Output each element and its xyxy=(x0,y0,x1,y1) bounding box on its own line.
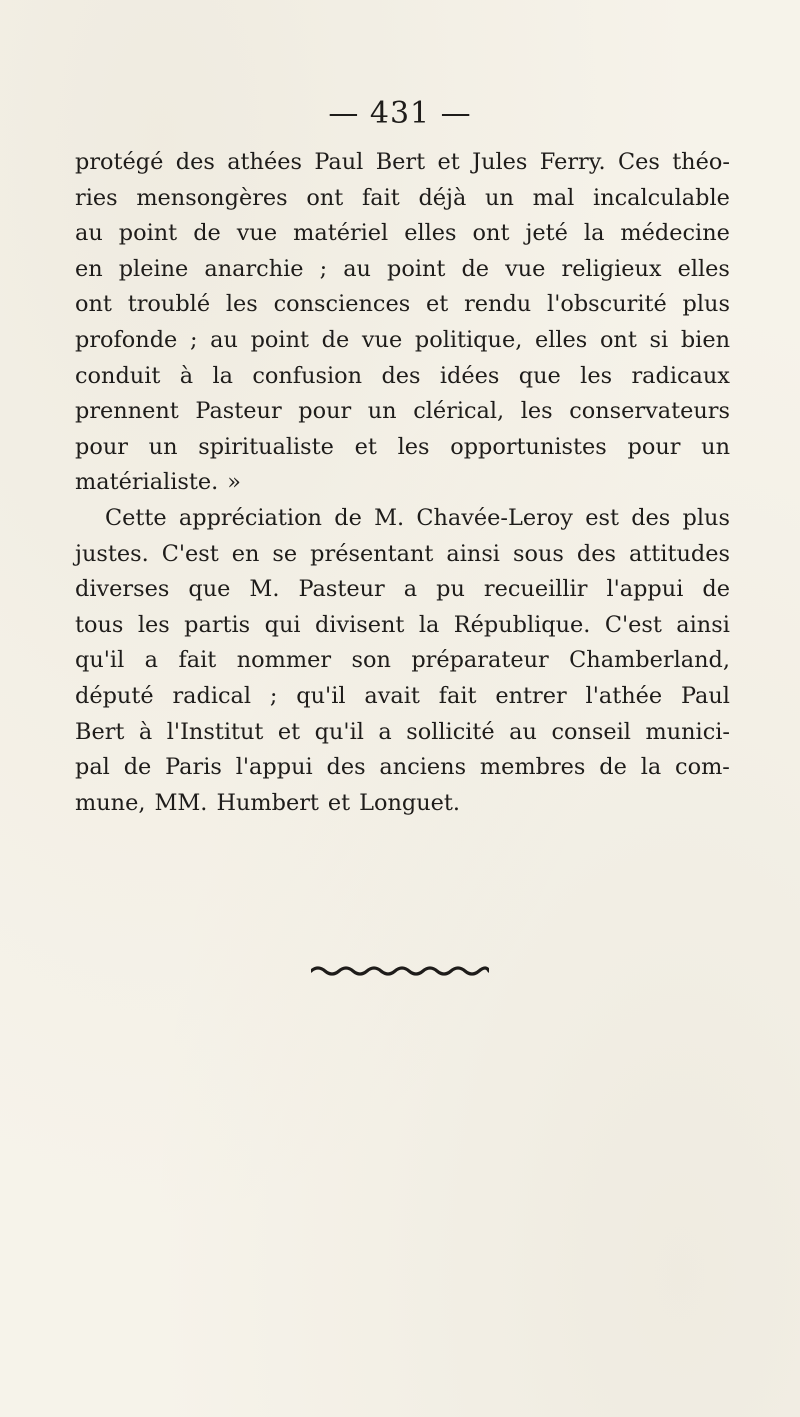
text-line-11: Cette appréciation de M. Chavée-Leroy est des plus xyxy=(105,504,730,531)
text-line-7: conduit à la confusion des idées que les radicaux xyxy=(75,362,730,389)
text-line-9: pour un spiritualiste et les opportunistes pour un xyxy=(75,433,730,460)
text-line-14: tous les partis qui divisent la République. C'est ainsi xyxy=(75,611,730,638)
text-line-16: député radical ; qu'il avait fait entrer l'athée Paul xyxy=(75,682,730,709)
text-line-17: Bert à l'Institut et qu'il a sollicité au conseil munici- xyxy=(75,718,730,745)
text-line-4: en pleine anarchie ; au point de vue religieux elles xyxy=(75,255,730,282)
wavy-divider-ornament xyxy=(311,965,489,977)
text-line-18: pal de Paris l'appui des anciens membres de la com- xyxy=(75,754,730,781)
text-line-15: qu'il a fait nommer son préparateur Chamberland, xyxy=(75,647,730,674)
text-line-13: diverses que M. Pasteur a pu recueillir l'appui de xyxy=(75,576,730,603)
text-line-3: au point de vue matériel elles ont jeté la médecine xyxy=(75,220,730,247)
text-line-2: ries mensongères ont fait déjà un mal incalculable xyxy=(75,184,730,211)
text-line-1: protégé des athées Paul Bert et Jules Ferry. Ces théo- xyxy=(75,149,730,175)
text-line-19: mune, MM. Humbert et Longuet. xyxy=(75,789,461,816)
text-line-5: ont troublé les consciences et rendu l'obscurité plus xyxy=(75,291,730,318)
page-number: — 431 — xyxy=(328,96,472,131)
text-line-8: prennent Pasteur pour un clérical, les conservateurs xyxy=(75,398,730,425)
body-text xyxy=(75,145,730,821)
text-line-12: justes. C'est en se présentant ainsi sous des attitudes xyxy=(75,540,730,567)
text-line-10: matérialiste. » xyxy=(75,469,241,496)
text-line-6: profonde ; au point de vue politique, elles ont si bien xyxy=(75,326,730,353)
